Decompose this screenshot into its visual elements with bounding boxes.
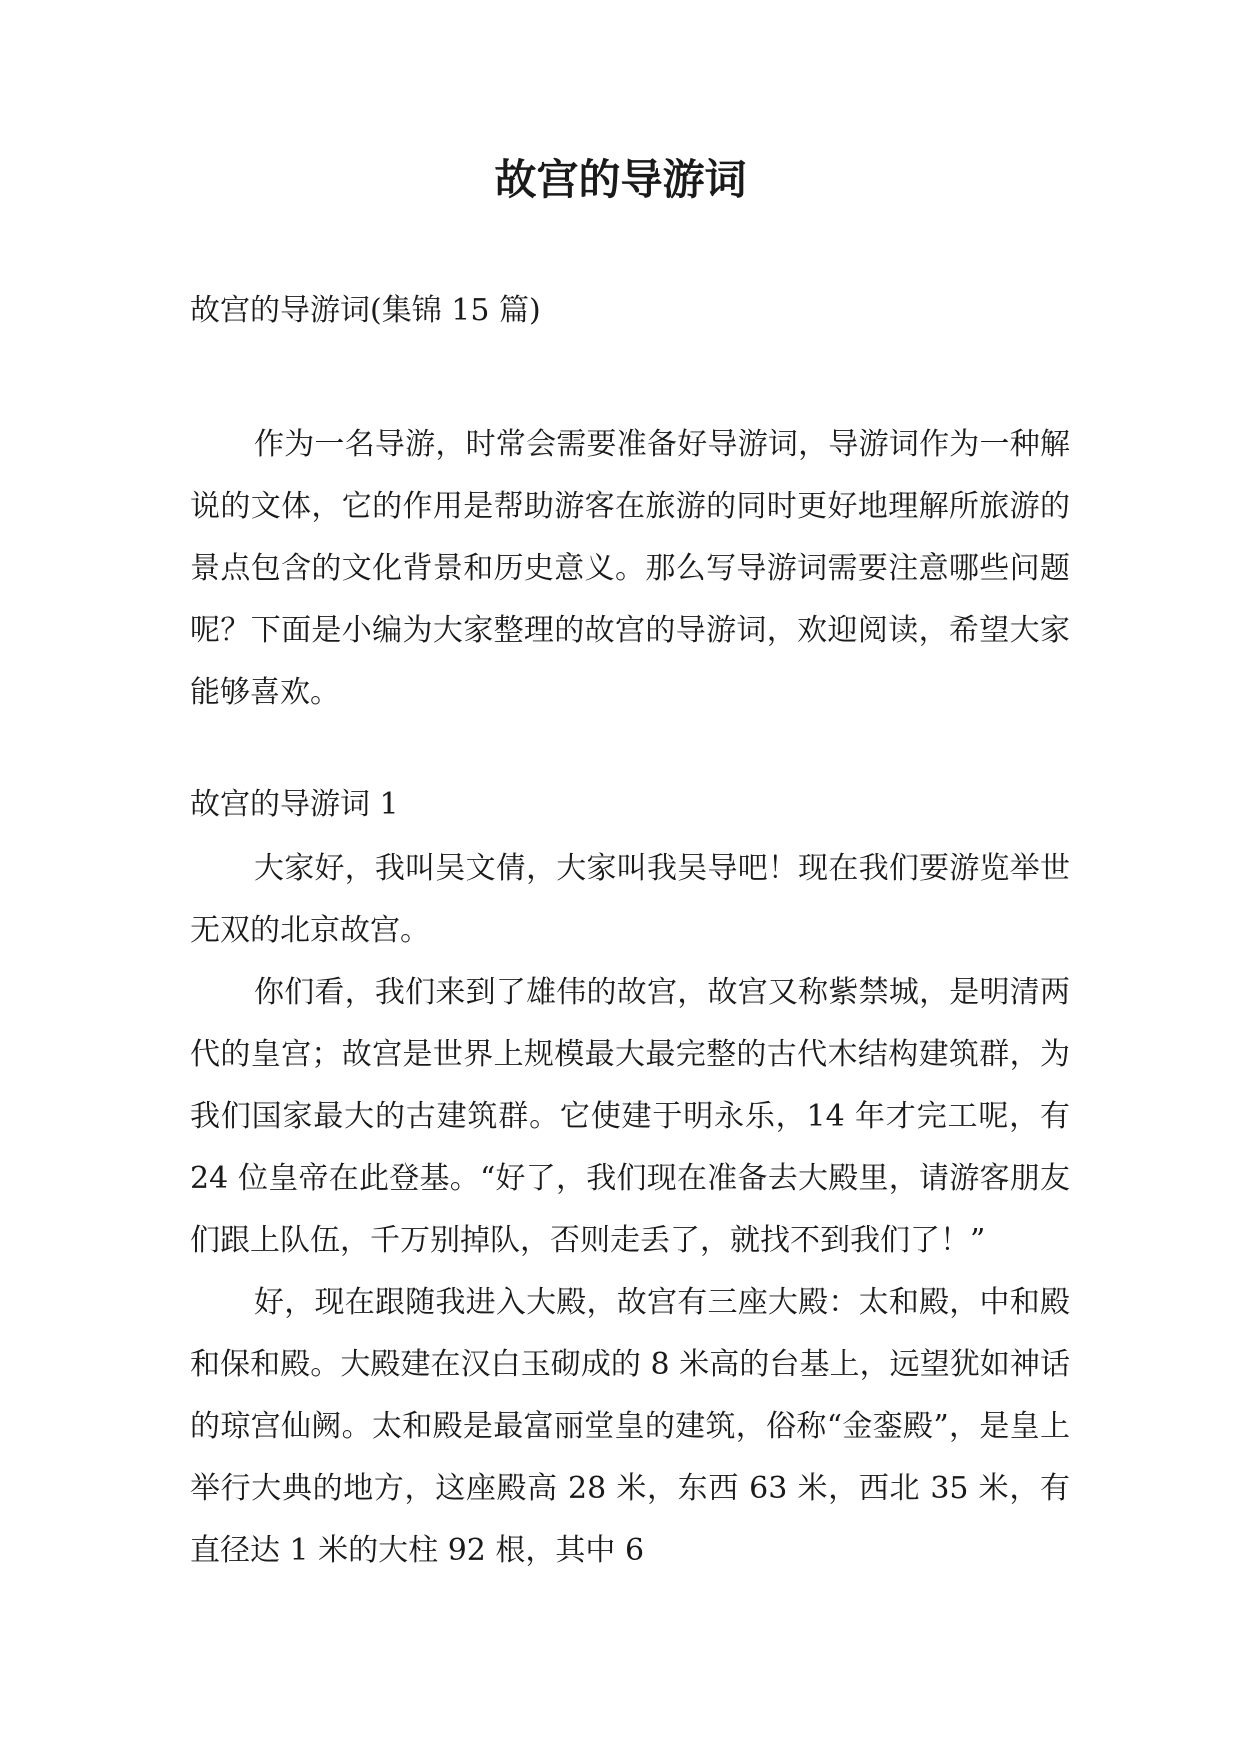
section-paragraph: 你们看，我们来到了雄伟的故宫，故宫又称紫禁城，是明清两代的皇宫；故宫是世界上规模最大最完整的古代木结构建筑群，为我们国家最大的古建筑群。它使建于明永乐，14 年才完工呢，有 24 位皇帝在此登基。“好了，我们现在准备去大殿里，请游客朋友们跟上队伍，千万别掉队，否则走丢了，就找不到我们了！”: [190, 975, 1070, 1258]
document-body: [190, 290, 1070, 1582]
document-subtitle: 故宫的导游词(集锦 15 篇): [190, 293, 541, 328]
section-paragraph: 大家好，我叫吴文倩，大家叫我吴导吧！现在我们要游览举世无双的北京故宫。: [190, 851, 1070, 948]
intro-paragraph: 作为一名导游，时常会需要准备好导游词，导游词作为一种解说的文体，它的作用是帮助游客在旅游的同时更好地理解所旅游的景点包含的文化背景和历史意义。那么写导游词需要注意哪些问题呢？下面是小编为大家整理的故宫的导游词，欢迎阅读，希望大家能够喜欢。: [190, 427, 1070, 710]
section-paragraph: 好，现在跟随我进入大殿，故宫有三座大殿：太和殿，中和殿和保和殿。大殿建在汉白玉砌成的 8 米高的台基上，远望犹如神话的琼宫仙阙。太和殿是最富丽堂皇的建筑，俗称“金銮殿”，是皇上举行大典的地方，这座殿高 28 米，东西 63 米，西北 35 米，有直径达 1 米的大柱 92 根，其中 6: [190, 1285, 1070, 1568]
document-title: 故宫的导游词: [494, 155, 747, 204]
section-heading: 故宫的导游词 1: [190, 787, 399, 822]
